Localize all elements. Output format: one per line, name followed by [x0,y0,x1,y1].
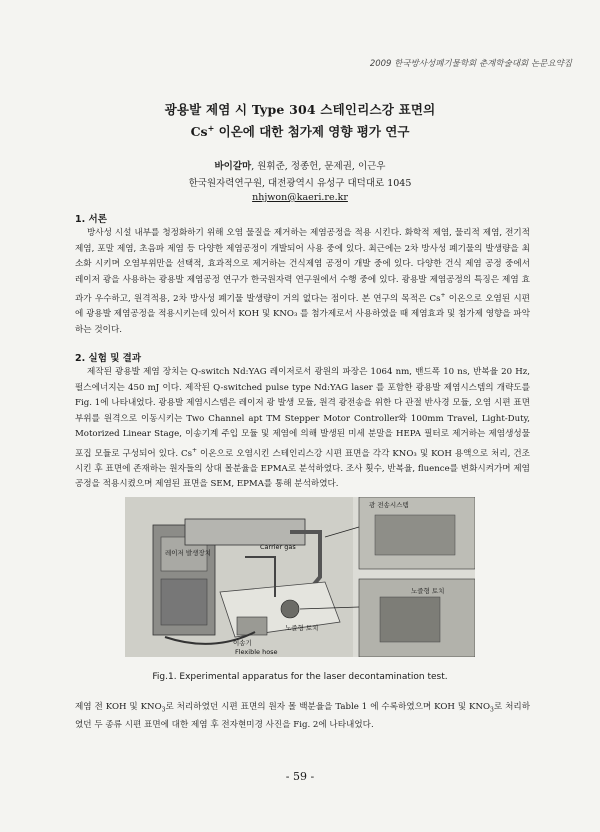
paper-title-line1: 광용발 제염 시 Type 304 스테인리스강 표면의 [164,102,436,117]
s1-text: 방사성 시설 내부를 청정화하기 위해 오염 물질을 제거하는 제염공정을 적용 시킨다. 화학적 제염, 물리적 제염, 전기적 제염, 포말 제염, 초음파 제염 등 다양한 제염공정이 개발되어 사용 중에 있다. 최근에는 2차 방사성 폐기물의 발생량을 최소화 시키며 오염부위만을 선택적, 효과적으로 제거하는 건식제염 공정이 개발 중에 있다. 다양한 건식 제염 공정 중에서 레이저 광을 사용하는 광용발 제염공정 연구가 한국원자력 연구원에서 수행 중에 있다. 광용발 제염공정의 특징은 제염 효과가 우수하고, 원격적용, 2차 방사성 폐기물 발생량이 거의 없다는 점이다. 본 연구의 목적은 Cs [75,228,530,304]
label-hose: Flexible hose [235,648,278,656]
running-header: 2009 한국방사성폐기물학회 춘계학술대회 논문요약집 [369,59,572,69]
co-authors: , 원휘준, 정종헌, 문제권, 이근우 [251,161,386,172]
after-t3: 로 처리하였던 두 종류 시편 표면에 대한 제염 후 전자현미경 사진을 Fig. 2에 나타내었다. [75,702,530,731]
figure-caption: Fig.1. Experimental apparatus for the laser decontamination test. [152,672,448,682]
post-figure-paragraph [75,700,530,734]
after-sub2: 3 [490,706,494,714]
authors [0,158,600,172]
email-link[interactable]: nhjwon@kaeri.re.kr [252,192,348,203]
page-number: - 59 - [285,770,315,783]
title-cs-sup: + [207,122,215,133]
label-nozzle: 노즐형 토치 [285,624,319,632]
figure-apparatus [125,497,475,657]
cabinet-lower [161,579,207,625]
s2-text: 제작된 광용발 제염 장치는 Q-switch Nd:YAG 레이저로서 광원의 파장은 1064 nm, 밴드폭 10 ns, 반복율 20 Hz, 펄스에너지는 450 mJ 이다. 제작된 Q-switched pulse type Nd:YAG laser 를 포함한 광용발 제염시스템의 개략도를 Fig. 1에 나타내었다. 광용발 제염시스템은 레이저 광 발생 모듈, 원격 광전송을 위한 다 관절 반사경 모듈, 오염 시편 표면 부위를 원격으로 이동시키는 Two Channel apt TM Stepper Motor Controller와 100mm Travel, Light-Duty, Motorized Linear Stage, 이송기계 주입 모듈 및 제염에 의해 발생된 미세 분말을 HEPA 필터로 제거하는 제염생성물 포집 모듈로 구성되어 있다. Cs [75,367,530,459]
section1-heading: 1. 서론 [75,214,107,225]
nozzle-torch-shape [281,600,299,618]
s2-text-end: 이온으로 오염시킨 스테인리스강 시편 표면을 각각 KNO₃ 및 KOH 용액으로 처리, 건조시킨 후 표면에 존재하는 원자들의 상대 몰분율을 EPMA로 분석하였다. 조사 횟수, 반복율, fluence를 변화시켜가며 제염공정을 적용시켰으며 제염된 표면을 SEM, EPMA를 통해 분석하였다. [75,448,530,490]
title-cs: Cs [190,124,208,139]
section2-paragraph [75,365,530,493]
label-jig: 이송기 [233,639,252,647]
title-block [0,100,600,203]
label-laser: 레이저 발생장치 [165,549,212,557]
affiliation: 한국원자력연구원, 대전광역시 유성구 대덕대로 1045 [188,178,412,189]
label-carrier: Carrier gas [260,543,296,551]
section2-heading: 2. 실험 및 결과 [75,353,142,364]
optics-equipment [375,515,455,555]
laser-head [185,519,305,545]
label-nozzle2: 노즐형 토치 [411,587,445,595]
after-sub1: 3 [161,706,166,714]
paper-title-line2 [0,122,600,140]
apparatus-drawing [125,497,475,657]
after-t1: 제염 전 KOH 및 KNO [75,702,162,712]
s2-sup: + [192,446,198,454]
section1-paragraph [75,226,530,338]
label-optics: 광 전송시스템 [369,501,409,509]
jig-shape [237,617,267,635]
title-rest: 이온에 대한 첨가제 영향 평가 연구 [214,124,410,139]
after-t2: 로 처리하였던 시편 표면의 원자 몰 백분율을 Table 1 에 수록하였으며 KOH 및 KNO [165,702,491,712]
s1-text-end: 이온으로 오염된 시편에 광용발 제염공정을 적용시키는데 있어서 KOH 및 KNO₃ 를 첨가제로서 사용하였을 때 제염효과 및 첨가제 영향을 파악하는 것이다. [75,293,530,335]
s1-sup: + [440,292,446,299]
nozzle-equipment [380,597,440,642]
lead-author: 바이갈마 [214,161,252,172]
